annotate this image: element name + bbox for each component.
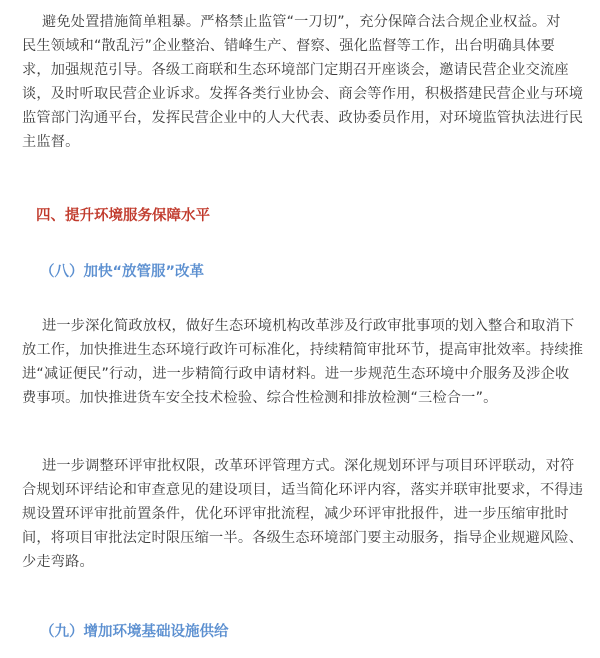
section-heading: 四、提升环境服务保障水平 bbox=[36, 208, 210, 224]
text-line: 避免处置措施简单粗暴。严格禁止监管“一刀切”，充分保障合法合规企业权益。对 bbox=[42, 14, 561, 30]
paragraph-enforcement bbox=[22, 10, 582, 154]
text-line: 放工作，加快推进生态环境行政许可标准化，持续精简审批环节，提高审批效率。持续推 bbox=[22, 342, 584, 358]
text-line: 民生领域和“散乱污”企业整治、错峰生产、督察、强化监督等工作，出台明确具体要 bbox=[22, 38, 556, 54]
text-line: 费事项。加快推进货车安全技术检验、综合性检测和排放检测“三检合一”。 bbox=[22, 390, 498, 406]
text-line: 主监督。 bbox=[22, 134, 80, 150]
text-line: 求，加强规范引导。各级工商联和生态环境部门定期召开座谈会，邀请民营企业交流座 bbox=[22, 62, 569, 78]
paragraph-streamline-approval bbox=[22, 314, 582, 410]
text-line: 进一步调整环评审批权限，改革环评管理方式。深化规划环评与项目环评联动，对符 bbox=[42, 458, 575, 474]
text-line: 少走弯路。 bbox=[22, 554, 94, 570]
text-line: 规设置环评审批前置条件，优化环评审批流程，减少环评审批报件，进一步压缩审批时 bbox=[22, 506, 569, 522]
text-line: 监管部门沟通平台，发挥民营企业中的人大代表、政协委员作用，对环境监管执法进行民 bbox=[22, 110, 584, 126]
text-line: 进一步深化简政放权，做好生态环境机构改革涉及行政审批事项的划入整合和取消下 bbox=[42, 318, 575, 334]
text-line: 进“减证便民”行动，进一步精简行政申请材料。进一步规范生态环境中介服务及涉企收 bbox=[22, 366, 570, 382]
text-line: 谈，及时听取民营企业诉求。发挥各类行业协会、商会等作用，积极搭建民营企业与环境 bbox=[22, 86, 584, 102]
paragraph-eia-reform bbox=[22, 454, 582, 574]
text-line: 合规划环评结论和审查意见的建设项目，适当简化环评内容，落实并联审批要求，不得违 bbox=[22, 482, 584, 498]
subsection-heading: （九）增加环境基础设施供给 bbox=[40, 624, 229, 640]
subsection-heading: （八）加快“放管服”改革 bbox=[40, 264, 205, 280]
text-line: 间，将项目审批法定时限压缩一半。各级生态环境部门要主动服务，指导企业规避风险、 bbox=[22, 530, 584, 546]
